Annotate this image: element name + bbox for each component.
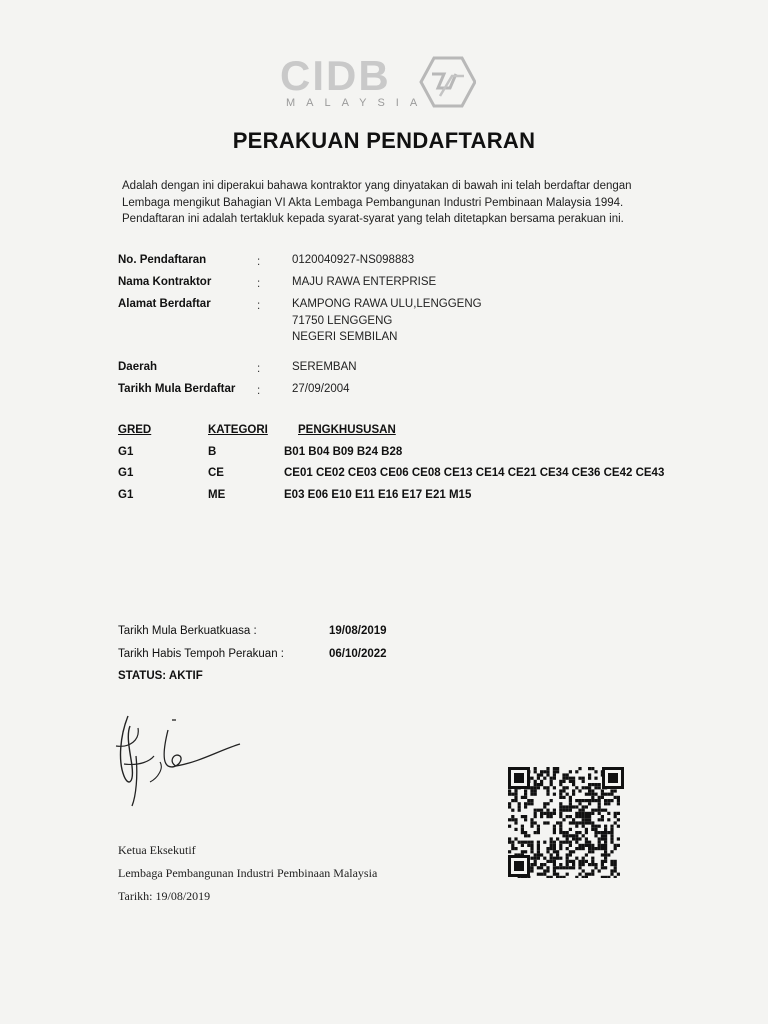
header-kategori: KATEGORI xyxy=(208,424,268,436)
label-nama-kontraktor: Nama Kontraktor xyxy=(118,276,212,288)
header-gred: GRED xyxy=(118,424,152,436)
colon: : xyxy=(257,385,261,397)
cidb-logo xyxy=(280,54,480,114)
value-no-pendaftaran: 0120040927-NS098883 xyxy=(292,254,415,266)
colon: : xyxy=(257,278,261,290)
row-kategori: B xyxy=(208,446,217,458)
label-tarikh-mula: Tarikh Mula Berdaftar xyxy=(118,383,236,395)
value-nama-kontraktor: MAJU RAWA ENTERPRISE xyxy=(292,276,437,288)
label-daerah: Daerah xyxy=(118,361,157,373)
intro-line: Lembaga mengikut Bahagian VI Akta Lembaga Pembangunan Industri Pembinaan Malaysia 1994. xyxy=(122,196,624,209)
row-gred: G1 xyxy=(118,446,134,458)
row-gred: G1 xyxy=(118,489,134,501)
row-kategori: CE xyxy=(208,467,224,479)
signatory-title: Ketua Eksekutif xyxy=(118,843,196,857)
row-kategori: ME xyxy=(208,489,226,501)
alamat-line: KAMPONG RAWA ULU,LENGGENG xyxy=(292,298,482,310)
colon: : xyxy=(257,256,261,268)
value-tarikh-habis: 06/10/2022 xyxy=(329,648,387,660)
signature-image xyxy=(110,706,260,816)
status-badge: STATUS: AKTIF xyxy=(118,670,203,682)
value-tarikh-berkuatkuasa: 19/08/2019 xyxy=(329,625,387,637)
row-pengkhususan: B01 B04 B09 B24 B28 xyxy=(284,446,403,458)
logo-subtext: MALAYSIA xyxy=(286,97,429,109)
alamat-line: NEGERI SEMBILAN xyxy=(292,331,398,343)
colon: : xyxy=(257,363,261,375)
value-alamat xyxy=(292,296,482,346)
alamat-line: 71750 LENGGENG xyxy=(292,314,393,327)
colon: : xyxy=(257,300,261,312)
value-tarikh-mula: 27/09/2004 xyxy=(292,383,350,395)
label-tarikh-habis: Tarikh Habis Tempoh Perakuan : xyxy=(118,648,284,660)
row-gred: G1 xyxy=(118,467,134,479)
row-pengkhususan: CE01 CE02 CE03 CE06 CE08 CE13 CE14 CE21 CE34 CE36 CE42 CE43 xyxy=(284,467,665,479)
label-alamat: Alamat Berdaftar xyxy=(118,298,211,310)
label-no-pendaftaran: No. Pendaftaran xyxy=(118,254,207,266)
cidb-emblem-icon xyxy=(418,56,476,108)
value-daerah: SEREMBAN xyxy=(292,361,357,373)
signatory-date: Tarikh: 19/08/2019 xyxy=(118,889,211,903)
header-pengkhususan: PENGKHUSUSAN xyxy=(298,424,396,436)
signatory-org: Lembaga Pembangunan Industri Pembinaan Malaysia xyxy=(118,866,378,880)
page-title: PERAKUAN PENDAFTARAN xyxy=(232,128,536,153)
intro-paragraph xyxy=(122,178,662,228)
intro-line: Pendaftaran ini adalah tertakluk kepada syarat-syarat yang telah ditetapkan bersama perakuan ini. xyxy=(122,213,624,225)
logo-text: CIDB xyxy=(280,52,391,99)
qr-code[interactable] xyxy=(506,766,626,878)
label-tarikh-berkuatkuasa: Tarikh Mula Berkuatkuasa : xyxy=(118,625,257,637)
intro-line: Adalah dengan ini diperakui bahawa kontraktor yang dinyatakan di bawah ini telah berdaftar dengan xyxy=(122,180,632,192)
row-pengkhususan: E03 E06 E10 E11 E16 E17 E21 M15 xyxy=(284,489,472,501)
